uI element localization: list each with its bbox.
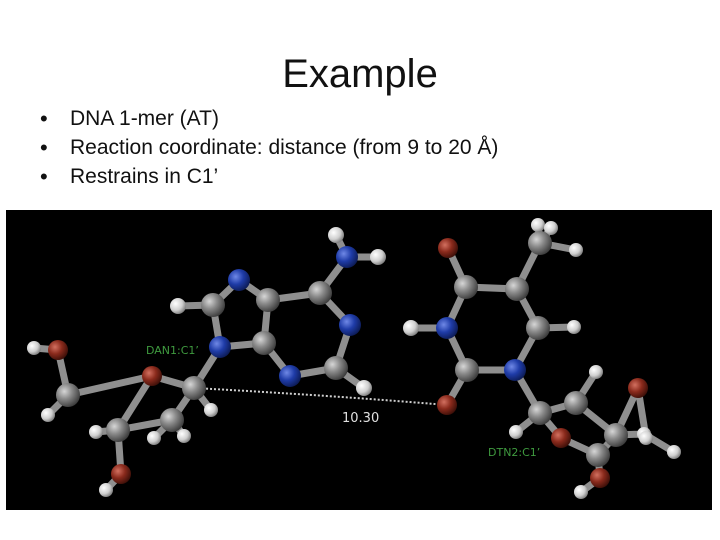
bullet-list bbox=[40, 104, 498, 191]
atom-label-left: DAN1:C1’ bbox=[146, 344, 199, 357]
molecule-render bbox=[6, 210, 712, 510]
bullet-item: • DNA 1-mer (AT) bbox=[40, 104, 498, 133]
molecule-viewer bbox=[6, 210, 712, 510]
distance-line bbox=[194, 388, 447, 405]
bullet-item: • Restrains in C1’ bbox=[40, 162, 498, 191]
atom-label-right: DTN2:C1’ bbox=[488, 446, 541, 459]
slide-title-text: Example bbox=[282, 52, 438, 96]
bullet-item: • Reaction coordinate: distance (from 9 to 20 Å) bbox=[40, 133, 498, 162]
distance-label: 10.30 bbox=[342, 411, 380, 426]
atoms bbox=[27, 218, 681, 499]
slide-title bbox=[0, 52, 720, 97]
